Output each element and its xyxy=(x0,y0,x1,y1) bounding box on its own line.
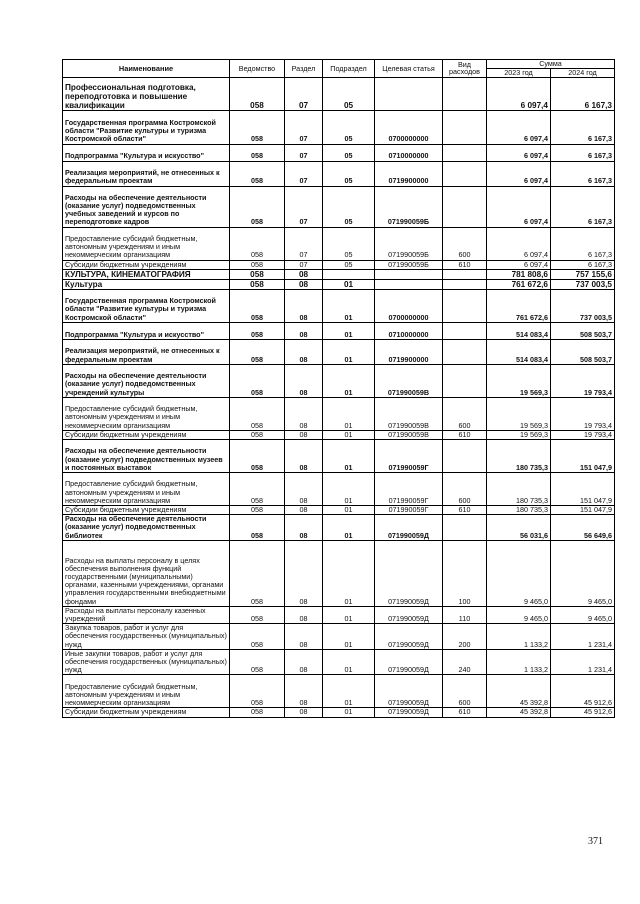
row-expense-type: 110 xyxy=(443,606,487,623)
row-sum-2023: 19 569,3 xyxy=(487,364,551,397)
row-target xyxy=(375,77,443,110)
row-target: 071990059Д xyxy=(375,606,443,623)
row-target: 071990059Д xyxy=(375,540,443,606)
row-target: 071990059В xyxy=(375,397,443,430)
row-razdel: 08 xyxy=(285,430,323,439)
row-target: 0719900000 xyxy=(375,339,443,364)
table-body xyxy=(63,77,615,717)
row-podrazdel: 01 xyxy=(323,515,375,541)
row-target xyxy=(375,279,443,289)
row-name: Закупка товаров, работ и услуг для обеспечения государственных (муниципальных) нужд xyxy=(63,624,230,650)
row-vedomstvo: 058 xyxy=(230,606,285,623)
row-expense-type: 200 xyxy=(443,624,487,650)
table-row xyxy=(63,624,615,650)
row-name: Реализация мероприятий, не отнесенных к федеральным проектам xyxy=(63,161,230,186)
row-sum-2024: 45 912,6 xyxy=(551,708,615,717)
row-podrazdel: 01 xyxy=(323,430,375,439)
table-row xyxy=(63,473,615,506)
header-vedomstvo: Ведомство xyxy=(230,60,285,78)
row-expense-type xyxy=(443,339,487,364)
row-sum-2023: 761 672,6 xyxy=(487,279,551,289)
row-razdel: 08 xyxy=(285,322,323,339)
row-vedomstvo: 058 xyxy=(230,260,285,269)
row-name: Предоставление субсидий бюджетным, автономным учреждениям и иным некоммерческим организациям xyxy=(63,227,230,260)
row-sum-2023: 180 735,3 xyxy=(487,473,551,506)
header-expense-type: Вид расходов xyxy=(443,60,487,78)
row-vedomstvo: 058 xyxy=(230,339,285,364)
row-expense-type: 100 xyxy=(443,540,487,606)
row-podrazdel: 05 xyxy=(323,144,375,161)
row-name: Государственная программа Костромской области "Развитие культуры и туризма Костромской области" xyxy=(63,110,230,144)
row-expense-type: 600 xyxy=(443,473,487,506)
row-podrazdel: 01 xyxy=(323,708,375,717)
row-name: Расходы на обеспечение деятельности (оказание услуг) подведомственных музеев и постоянных выставок xyxy=(63,440,230,473)
row-expense-type xyxy=(443,161,487,186)
row-sum-2023: 1 133,2 xyxy=(487,649,551,675)
row-expense-type xyxy=(443,144,487,161)
row-vedomstvo: 058 xyxy=(230,473,285,506)
row-sum-2024: 9 465,0 xyxy=(551,606,615,623)
row-razdel: 07 xyxy=(285,110,323,144)
row-name: Предоставление субсидий бюджетным, автономным учреждениям и иным некоммерческим организациям xyxy=(63,675,230,708)
row-expense-type: 610 xyxy=(443,708,487,717)
row-target: 071990059Б xyxy=(375,227,443,260)
table-row xyxy=(63,364,615,397)
row-razdel: 08 xyxy=(285,515,323,541)
row-sum-2023: 180 735,3 xyxy=(487,506,551,515)
row-name: Подпрограмма "Культура и искусство" xyxy=(63,322,230,339)
header-razdel: Раздел xyxy=(285,60,323,78)
header-year-2024: 2024 год xyxy=(551,68,615,77)
row-razdel: 08 xyxy=(285,540,323,606)
row-name: Реализация мероприятий, не отнесенных к федеральным проектам xyxy=(63,339,230,364)
row-podrazdel: 01 xyxy=(323,649,375,675)
row-expense-type xyxy=(443,186,487,227)
row-vedomstvo: 058 xyxy=(230,506,285,515)
row-sum-2024: 508 503,7 xyxy=(551,322,615,339)
table-row xyxy=(63,110,615,144)
header-name: Наименование xyxy=(63,60,230,78)
row-razdel: 08 xyxy=(285,269,323,279)
row-razdel: 07 xyxy=(285,227,323,260)
row-expense-type: 610 xyxy=(443,260,487,269)
row-podrazdel: 05 xyxy=(323,227,375,260)
row-podrazdel: 01 xyxy=(323,289,375,322)
row-vedomstvo: 058 xyxy=(230,289,285,322)
row-podrazdel: 01 xyxy=(323,506,375,515)
row-target: 071990059Г xyxy=(375,506,443,515)
row-sum-2024: 737 003,5 xyxy=(551,289,615,322)
table-row xyxy=(63,430,615,439)
row-target: 0700000000 xyxy=(375,289,443,322)
row-podrazdel: 01 xyxy=(323,606,375,623)
row-razdel: 08 xyxy=(285,397,323,430)
row-sum-2023: 6 097,4 xyxy=(487,260,551,269)
row-razdel: 07 xyxy=(285,77,323,110)
row-sum-2023: 781 808,6 xyxy=(487,269,551,279)
row-sum-2023: 9 465,0 xyxy=(487,540,551,606)
row-vedomstvo: 058 xyxy=(230,624,285,650)
row-sum-2024: 6 167,3 xyxy=(551,260,615,269)
page-number: 371 xyxy=(588,836,603,847)
row-name: Предоставление субсидий бюджетным, автономным учреждениям и иным некоммерческим организациям xyxy=(63,397,230,430)
row-sum-2024: 151 047,9 xyxy=(551,440,615,473)
row-razdel: 07 xyxy=(285,260,323,269)
row-podrazdel: 01 xyxy=(323,473,375,506)
row-expense-type xyxy=(443,289,487,322)
row-expense-type: 240 xyxy=(443,649,487,675)
row-name: КУЛЬТУРА, КИНЕМАТОГРАФИЯ xyxy=(63,269,230,279)
row-name: Расходы на обеспечение деятельности (оказание услуг) подведомственных библиотек xyxy=(63,515,230,541)
row-sum-2024: 6 167,3 xyxy=(551,77,615,110)
row-razdel: 08 xyxy=(285,675,323,708)
row-target: 0710000000 xyxy=(375,322,443,339)
row-sum-2023: 761 672,6 xyxy=(487,289,551,322)
row-expense-type xyxy=(443,515,487,541)
row-expense-type xyxy=(443,322,487,339)
table-row xyxy=(63,289,615,322)
table-row xyxy=(63,186,615,227)
row-target: 0719900000 xyxy=(375,161,443,186)
row-name: Профессиональная подготовка, переподготовка и повышение квалификации xyxy=(63,77,230,110)
row-sum-2024: 1 231,4 xyxy=(551,624,615,650)
row-expense-type xyxy=(443,77,487,110)
row-sum-2024: 508 503,7 xyxy=(551,339,615,364)
header-target: Целевая статья xyxy=(375,60,443,78)
row-podrazdel: 01 xyxy=(323,339,375,364)
table-row xyxy=(63,339,615,364)
row-vedomstvo: 058 xyxy=(230,515,285,541)
row-name: Субсидии бюджетным учреждениям xyxy=(63,260,230,269)
row-expense-type: 600 xyxy=(443,397,487,430)
row-razdel: 08 xyxy=(285,279,323,289)
row-razdel: 07 xyxy=(285,161,323,186)
row-vedomstvo: 058 xyxy=(230,430,285,439)
row-name: Культура xyxy=(63,279,230,289)
row-target: 0710000000 xyxy=(375,144,443,161)
row-razdel: 08 xyxy=(285,364,323,397)
table-row xyxy=(63,506,615,515)
row-name: Подпрограмма "Культура и искусство" xyxy=(63,144,230,161)
row-name: Расходы на выплаты персоналу в целях обеспечения выполнения функций государственными (муниципальными) органами, казенными учреждениями, органами управления государственными внебюджетными фондами xyxy=(63,540,230,606)
row-sum-2024: 6 167,3 xyxy=(551,110,615,144)
row-podrazdel: 01 xyxy=(323,675,375,708)
table-row xyxy=(63,649,615,675)
row-sum-2023: 1 133,2 xyxy=(487,624,551,650)
row-vedomstvo: 058 xyxy=(230,161,285,186)
row-target: 071990059Д xyxy=(375,649,443,675)
row-sum-2023: 6 097,4 xyxy=(487,110,551,144)
row-podrazdel: 01 xyxy=(323,440,375,473)
row-sum-2023: 19 569,3 xyxy=(487,430,551,439)
row-sum-2024: 757 155,6 xyxy=(551,269,615,279)
budget-table xyxy=(62,59,615,718)
row-sum-2024: 45 912,6 xyxy=(551,675,615,708)
table-row xyxy=(63,269,615,279)
row-podrazdel xyxy=(323,269,375,279)
row-vedomstvo: 058 xyxy=(230,186,285,227)
row-sum-2024: 151 047,9 xyxy=(551,473,615,506)
row-vedomstvo: 058 xyxy=(230,649,285,675)
row-target: 071990059Г xyxy=(375,440,443,473)
table-row xyxy=(63,515,615,541)
row-razdel: 08 xyxy=(285,473,323,506)
row-expense-type xyxy=(443,364,487,397)
row-sum-2023: 6 097,4 xyxy=(487,161,551,186)
table-row xyxy=(63,161,615,186)
row-razdel: 07 xyxy=(285,186,323,227)
row-name: Расходы на выплаты персоналу казенных учреждений xyxy=(63,606,230,623)
row-expense-type: 610 xyxy=(443,430,487,439)
table-row xyxy=(63,540,615,606)
row-sum-2023: 514 083,4 xyxy=(487,339,551,364)
header-podrazdel: Подраздел xyxy=(323,60,375,78)
row-sum-2024: 6 167,3 xyxy=(551,144,615,161)
row-vedomstvo: 058 xyxy=(230,397,285,430)
table-row xyxy=(63,440,615,473)
row-sum-2023: 6 097,4 xyxy=(487,144,551,161)
row-sum-2023: 19 569,3 xyxy=(487,397,551,430)
row-sum-2024: 151 047,9 xyxy=(551,506,615,515)
row-sum-2023: 6 097,4 xyxy=(487,186,551,227)
row-expense-type xyxy=(443,279,487,289)
row-sum-2024: 737 003,5 xyxy=(551,279,615,289)
row-razdel: 08 xyxy=(285,708,323,717)
row-target: 071990059Д xyxy=(375,708,443,717)
row-razdel: 08 xyxy=(285,440,323,473)
row-sum-2024: 19 793,4 xyxy=(551,430,615,439)
row-podrazdel: 05 xyxy=(323,161,375,186)
row-vedomstvo: 058 xyxy=(230,322,285,339)
row-target: 071990059В xyxy=(375,430,443,439)
row-target: 0700000000 xyxy=(375,110,443,144)
row-expense-type xyxy=(443,110,487,144)
row-vedomstvo: 058 xyxy=(230,279,285,289)
row-podrazdel: 01 xyxy=(323,397,375,430)
row-razdel: 08 xyxy=(285,606,323,623)
row-podrazdel: 05 xyxy=(323,77,375,110)
table-row xyxy=(63,675,615,708)
row-sum-2023: 6 097,4 xyxy=(487,77,551,110)
row-vedomstvo: 058 xyxy=(230,77,285,110)
table-row xyxy=(63,397,615,430)
row-vedomstvo: 058 xyxy=(230,110,285,144)
row-sum-2023: 514 083,4 xyxy=(487,322,551,339)
table-row xyxy=(63,708,615,717)
row-sum-2023: 9 465,0 xyxy=(487,606,551,623)
row-podrazdel: 01 xyxy=(323,624,375,650)
row-razdel: 08 xyxy=(285,506,323,515)
row-vedomstvo: 058 xyxy=(230,227,285,260)
row-razdel: 07 xyxy=(285,144,323,161)
table-row xyxy=(63,279,615,289)
row-target: 071990059В xyxy=(375,364,443,397)
table-row xyxy=(63,606,615,623)
row-vedomstvo: 058 xyxy=(230,364,285,397)
row-expense-type xyxy=(443,440,487,473)
row-sum-2024: 6 167,3 xyxy=(551,227,615,260)
row-vedomstvo: 058 xyxy=(230,540,285,606)
row-name: Субсидии бюджетным учреждениям xyxy=(63,708,230,717)
row-podrazdel: 05 xyxy=(323,110,375,144)
row-expense-type: 600 xyxy=(443,675,487,708)
row-sum-2024: 56 649,6 xyxy=(551,515,615,541)
row-name: Предоставление субсидий бюджетным, автономным учреждениям и иным некоммерческим организациям xyxy=(63,473,230,506)
row-name: Иные закупки товаров, работ и услуг для обеспечения государственных (муниципальных) нужд xyxy=(63,649,230,675)
row-name: Расходы на обеспечение деятельности (оказание услуг) подведомственных учреждений культуры xyxy=(63,364,230,397)
row-name: Субсидии бюджетным учреждениям xyxy=(63,506,230,515)
row-podrazdel: 05 xyxy=(323,260,375,269)
row-target: 071990059Г xyxy=(375,473,443,506)
row-name: Расходы на обеспечение деятельности (оказание услуг) подведомственных учебных заведений и курсов по переподготовке кадров xyxy=(63,186,230,227)
row-expense-type: 610 xyxy=(443,506,487,515)
row-sum-2024: 19 793,4 xyxy=(551,364,615,397)
table-row xyxy=(63,77,615,110)
row-vedomstvo: 058 xyxy=(230,144,285,161)
row-target: 071990059Д xyxy=(375,515,443,541)
row-target: 071990059Б xyxy=(375,186,443,227)
row-vedomstvo: 058 xyxy=(230,440,285,473)
row-sum-2023: 180 735,3 xyxy=(487,440,551,473)
table-row xyxy=(63,227,615,260)
row-podrazdel: 01 xyxy=(323,540,375,606)
row-razdel: 08 xyxy=(285,624,323,650)
row-target: 071990059Д xyxy=(375,624,443,650)
table-row xyxy=(63,144,615,161)
row-expense-type: 600 xyxy=(443,227,487,260)
row-podrazdel: 01 xyxy=(323,364,375,397)
table-header xyxy=(63,60,615,78)
row-razdel: 08 xyxy=(285,289,323,322)
row-podrazdel: 05 xyxy=(323,186,375,227)
table-row xyxy=(63,322,615,339)
row-target xyxy=(375,269,443,279)
row-sum-2024: 19 793,4 xyxy=(551,397,615,430)
row-target: 071990059Д xyxy=(375,675,443,708)
row-vedomstvo: 058 xyxy=(230,269,285,279)
row-vedomstvo: 058 xyxy=(230,708,285,717)
row-vedomstvo: 058 xyxy=(230,675,285,708)
row-sum-2024: 1 231,4 xyxy=(551,649,615,675)
header-sum: Сумма xyxy=(487,60,615,69)
row-sum-2024: 6 167,3 xyxy=(551,161,615,186)
header-year-2023: 2023 год xyxy=(487,68,551,77)
row-name: Государственная программа Костромской области "Развитие культуры и туризма Костромской области" xyxy=(63,289,230,322)
row-sum-2023: 6 097,4 xyxy=(487,227,551,260)
row-target: 071990059Б xyxy=(375,260,443,269)
row-sum-2023: 56 031,6 xyxy=(487,515,551,541)
table-row xyxy=(63,260,615,269)
row-razdel: 08 xyxy=(285,649,323,675)
row-sum-2024: 6 167,3 xyxy=(551,186,615,227)
row-razdel: 08 xyxy=(285,339,323,364)
row-name: Субсидии бюджетным учреждениям xyxy=(63,430,230,439)
row-expense-type xyxy=(443,269,487,279)
row-sum-2023: 45 392,8 xyxy=(487,708,551,717)
row-podrazdel: 01 xyxy=(323,279,375,289)
row-sum-2024: 9 465,0 xyxy=(551,540,615,606)
row-sum-2023: 45 392,8 xyxy=(487,675,551,708)
row-podrazdel: 01 xyxy=(323,322,375,339)
